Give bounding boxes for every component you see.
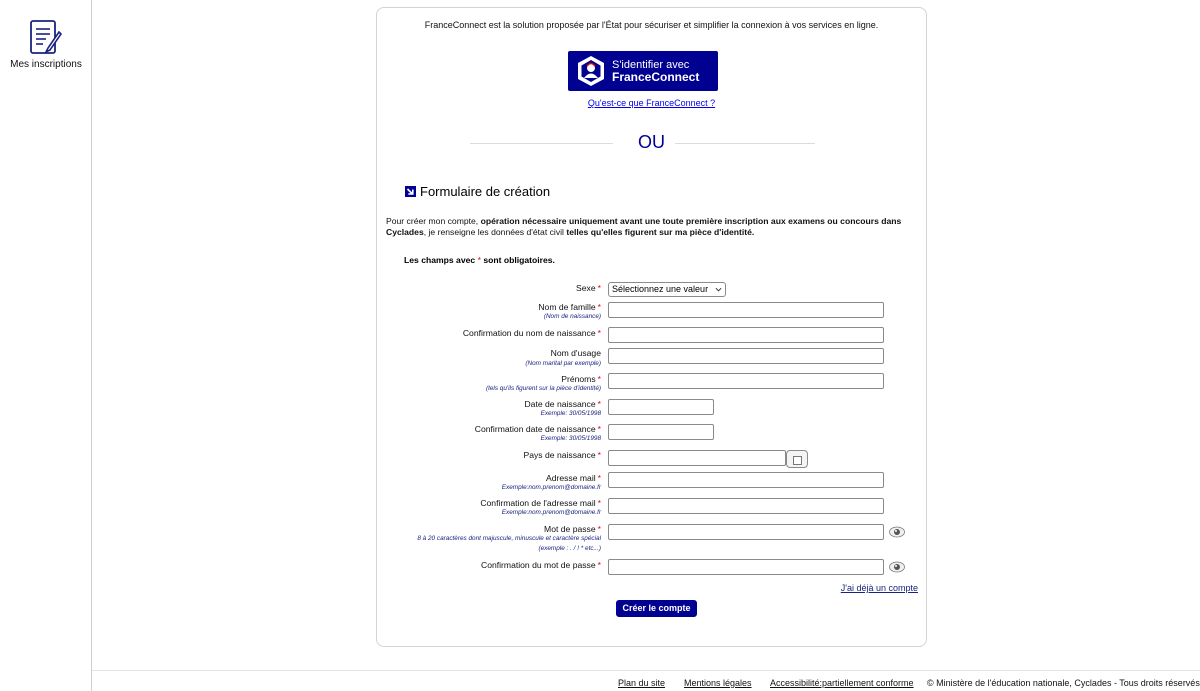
mdp-hint: 8 à 20 caractères dont majuscule, minuscule et caractère spécial <box>417 535 601 542</box>
prenoms-hint: (tels qu'ils figurent sur la pièce d'identité) <box>485 385 601 392</box>
or-separator: OU <box>638 132 665 152</box>
date-naissance-input[interactable] <box>608 399 714 415</box>
checkbox-icon <box>793 456 802 465</box>
mdp-label: Mot de passe * <box>544 524 601 534</box>
date-naissance-label: Date de naissance * <box>524 399 601 409</box>
form-title <box>405 184 550 199</box>
franceconnect-logo-icon <box>576 55 606 87</box>
footer-copyright: © Ministère de l'éducation nationale, Cyclades - Tous droits réservés <box>927 678 1200 688</box>
already-have-account-link[interactable]: J'ai déjà un compte <box>840 583 918 593</box>
conf-mdp-label: Confirmation du mot de passe * <box>480 560 601 570</box>
create-account-button[interactable]: Créer le compte <box>616 600 697 617</box>
chevron-down-icon <box>715 286 722 293</box>
form-title-text: Formulaire de création <box>420 184 551 199</box>
nom-usage-label: Nom d'usage <box>550 348 601 358</box>
conf-nom-input[interactable] <box>608 327 884 343</box>
conf-mail-input[interactable] <box>608 498 884 514</box>
mail-hint: Exemple:nom.prenom@domaine.fr <box>501 484 601 491</box>
mail-input[interactable] <box>608 472 884 488</box>
sidebar <box>0 0 92 691</box>
nom-usage-hint: (Nom marital par exemple) <box>525 360 601 367</box>
prenoms-label: Prénoms * <box>561 374 601 384</box>
sexe-label: Sexe * <box>576 283 601 293</box>
conf-date-label: Confirmation date de naissance * <box>474 424 601 434</box>
country-picker-button[interactable] <box>786 450 808 468</box>
conf-mail-hint: Exemple:nom.prenom@domaine.fr <box>501 509 601 516</box>
registration-card <box>376 7 927 647</box>
show-password-confirm-eye-icon[interactable] <box>889 561 905 573</box>
conf-nom-label: Confirmation du nom de naissance * <box>462 328 601 338</box>
pays-input[interactable] <box>608 450 786 466</box>
mdp-input[interactable] <box>608 524 884 540</box>
edit-document-icon <box>29 18 63 56</box>
franceconnect-intro: FranceConnect est la solution proposée par l'État pour sécuriser et simplifier la connexion à vos services en ligne. <box>424 20 879 30</box>
nom-famille-input[interactable] <box>608 302 884 318</box>
arrow-down-right-icon <box>405 186 416 197</box>
nom-usage-input[interactable] <box>608 348 884 364</box>
mail-label: Adresse mail * <box>545 473 601 483</box>
nom-famille-label: Nom de famille * <box>538 302 601 312</box>
conf-mdp-input[interactable] <box>608 559 884 575</box>
mandatory-notice: Les champs avec * sont obligatoires. <box>404 255 555 265</box>
conf-date-input[interactable] <box>608 424 714 440</box>
sidebar-item-label: Mes inscriptions <box>10 59 82 70</box>
franceconnect-line2: FranceConnect <box>612 70 700 84</box>
show-password-eye-icon[interactable] <box>889 526 905 538</box>
footer-divider <box>92 670 1200 671</box>
nom-famille-hint: (Nom de naissance) <box>543 313 601 320</box>
franceconnect-line1: S'identifier avec <box>612 59 690 71</box>
conf-mail-label: Confirmation de l'adresse mail * <box>480 498 601 508</box>
form-explanation: Pour créer mon compte, opération nécessaire uniquement avant une toute première inscription aux examens ou concours dans Cyclades, je renseigne les données d'état civil telles qu'elles figurent sur ma pièce d'identité. <box>386 216 902 237</box>
date-naissance-hint: Exemple: 30/05/1998 <box>540 410 601 417</box>
conf-date-hint: Exemple: 30/05/1998 <box>540 435 601 442</box>
pays-label: Pays de naissance * <box>523 450 601 460</box>
what-is-franceconnect-link[interactable]: Qu'est-ce que FranceConnect ? <box>587 98 716 108</box>
footer-plan-link[interactable]: Plan du site <box>618 678 666 688</box>
footer-accessibility-link[interactable]: Accessibilité:partiellement conforme <box>770 678 914 688</box>
footer-mentions-link[interactable]: Mentions légales <box>684 678 752 688</box>
sexe-select[interactable]: Sélectionnez une valeur <box>608 282 726 297</box>
sidebar-item-mes-inscriptions[interactable] <box>0 14 92 70</box>
franceconnect-button[interactable] <box>568 51 718 91</box>
prenoms-input[interactable] <box>608 373 884 389</box>
mdp-hint-example: (exemple : . / ! * etc...) <box>538 545 601 552</box>
